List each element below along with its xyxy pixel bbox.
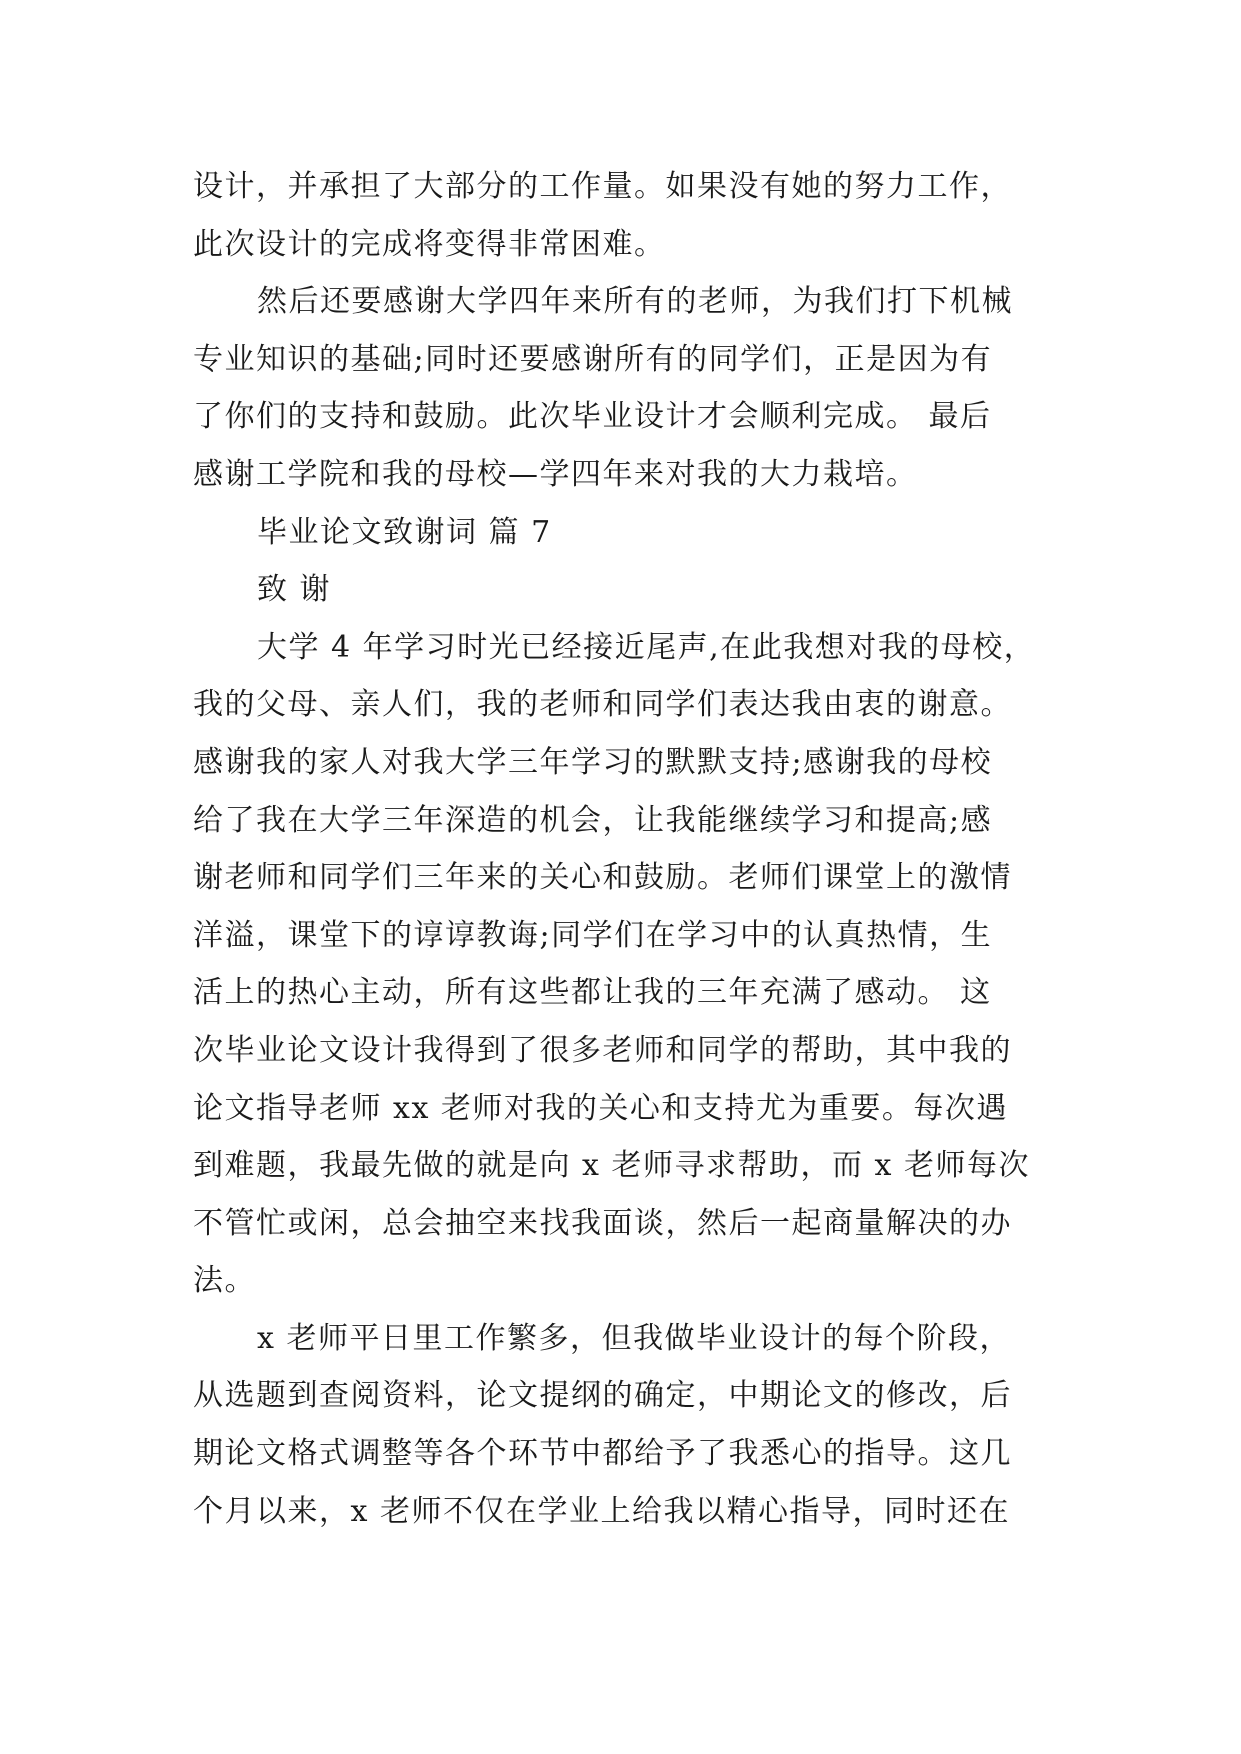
text-line: 然后还要感谢大学四年来所有的老师，为我们打下机械 [257,284,1013,320]
text-line: 感谢我的家人对我大学三年学习的默默支持;感谢我的母校 [193,744,993,780]
text-line: 期论文格式调整等各个环节中都给予了我悉心的指导。这几 [193,1436,1012,1472]
text-line: 此次设计的完成将变得非常困难。 [193,226,666,262]
section-subheading: 致 谢 [257,572,332,608]
text-line: 洋溢，课堂下的谆谆教诲;同学们在学习中的认真热情，生 [193,917,993,953]
text-line: 个月以来，x 老师不仅在学业上给我以精心指导，同时还在 [193,1493,1010,1529]
text-line: 次毕业论文设计我得到了很多老师和同学的帮助，其中我的 [193,1032,1012,1068]
section-heading: 毕业论文致谢词 篇 7 [257,514,552,550]
text-line: 感谢工学院和我的母校—学四年来对我的大力栽培。 [193,456,918,492]
text-line: 设计，并承担了大部分的工作量。如果没有她的努力工作， [193,169,1012,204]
text-line: 法。 [193,1263,256,1299]
text-line: 活上的热心主动，所有这些都让我的三年充满了感动。 这 [193,975,992,1011]
text-line: 我的父母、亲人们，我的老师和同学们表达我由衷的谢意。 [193,687,1012,723]
text-line: 不管忙或闲，总会抽空来找我面谈，然后一起商量解决的办 [193,1205,1012,1241]
text-line: 论文指导老师 xx 老师对我的关心和支持尤为重要。每次遇 [193,1090,1008,1126]
text-line: 了你们的支持和鼓励。此次毕业设计才会顺利完成。 最后 [193,399,992,435]
text-line: 大学 4 年学习时光已经接近尾声,在此我想对我的母校， [257,629,1036,665]
text-line: 到难题，我最先做的就是向 x 老师寻求帮助，而 x 老师每次 [193,1148,1030,1184]
text-line: 给了我在大学三年深造的机会，让我能继续学习和提高;感 [193,802,993,838]
text-line: 从选题到查阅资料，论文提纲的确定，中期论文的修改，后 [193,1378,1012,1414]
text-line: 谢老师和同学们三年来的关心和鼓励。老师们课堂上的激情 [193,860,1012,896]
document-body [193,158,1073,1540]
text-line: x 老师平日里工作繁多，但我做毕业设计的每个阶段， [257,1320,1011,1356]
text-line: 专业知识的基础;同时还要感谢所有的同学们，正是因为有 [193,341,993,377]
